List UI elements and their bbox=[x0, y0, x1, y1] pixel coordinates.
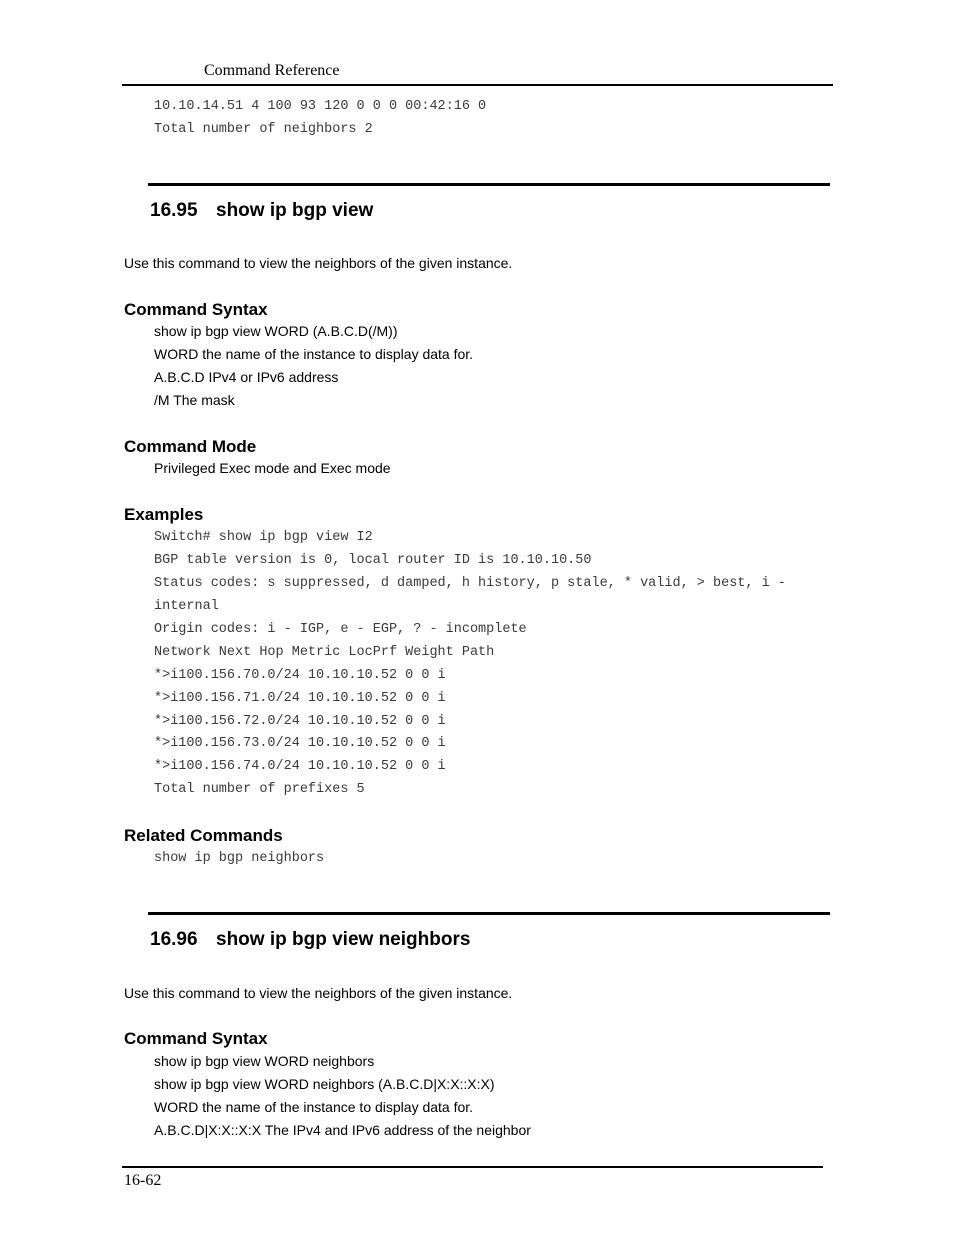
header-rule bbox=[122, 84, 833, 86]
example-line: Switch# show ip bgp view I2 bbox=[154, 530, 373, 545]
related-command: show ip bgp neighbors bbox=[154, 851, 325, 866]
section-rule bbox=[148, 183, 830, 186]
command-mode-text: Privileged Exec mode and Exec mode bbox=[154, 460, 391, 476]
syntax-line: A.B.C.D|X:X::X:X The IPv4 and IPv6 address of the neighbor bbox=[154, 1122, 531, 1138]
section-number: 16.96 bbox=[150, 929, 198, 950]
example-line: *>i100.156.72.0/24 10.10.10.52 0 0 i bbox=[154, 714, 446, 729]
example-line: Origin codes: i - IGP, e - EGP, ? - incomplete bbox=[154, 622, 527, 637]
section-title bbox=[150, 929, 470, 951]
syntax-line: WORD the name of the instance to display data for. bbox=[154, 346, 474, 362]
example-line: *>i100.156.70.0/24 10.10.10.52 0 0 i bbox=[154, 668, 446, 683]
code-line: 10.10.14.51 4 100 93 120 0 0 0 00:42:16 0 bbox=[154, 99, 487, 114]
running-header-title: Command Reference bbox=[204, 62, 340, 79]
example-line: *>i100.156.73.0/24 10.10.10.52 0 0 i bbox=[154, 736, 446, 751]
example-line: *>i100.156.74.0/24 10.10.10.52 0 0 i bbox=[154, 759, 446, 774]
section-description: Use this command to view the neighbors of the given instance. bbox=[124, 985, 513, 1001]
command-syntax-heading: Command Syntax bbox=[124, 300, 268, 319]
section-title-text: show ip bgp view bbox=[216, 200, 374, 221]
example-line: BGP table version is 0, local router ID is 10.10.10.50 bbox=[154, 553, 592, 568]
example-line: Status codes: s suppressed, d damped, h history, p stale, * valid, > best, i - bbox=[154, 576, 786, 591]
command-mode-heading: Command Mode bbox=[124, 437, 257, 456]
syntax-line: WORD the name of the instance to display data for. bbox=[154, 1099, 474, 1115]
footer-rule bbox=[122, 1166, 823, 1168]
syntax-line: /M The mask bbox=[154, 392, 235, 408]
section-rule bbox=[148, 912, 830, 915]
syntax-line: show ip bgp view WORD neighbors bbox=[154, 1053, 375, 1069]
syntax-line: show ip bgp view WORD (A.B.C.D(/M)) bbox=[154, 323, 398, 339]
example-line: *>i100.156.71.0/24 10.10.10.52 0 0 i bbox=[154, 691, 446, 706]
examples-heading: Examples bbox=[124, 505, 204, 524]
syntax-line: A.B.C.D IPv4 or IPv6 address bbox=[154, 369, 339, 385]
example-line: internal bbox=[154, 599, 219, 614]
syntax-line: show ip bgp view WORD neighbors (A.B.C.D|X:X::X:X) bbox=[154, 1076, 495, 1092]
page-number: 16-62 bbox=[124, 1172, 162, 1189]
section-title-text: show ip bgp view neighbors bbox=[216, 929, 471, 950]
related-commands-heading: Related Commands bbox=[124, 826, 283, 845]
section-description: Use this command to view the neighbors of the given instance. bbox=[124, 255, 513, 271]
command-syntax-heading: Command Syntax bbox=[124, 1029, 268, 1048]
section-number: 16.95 bbox=[150, 200, 198, 221]
code-line: Total number of neighbors 2 bbox=[154, 122, 373, 137]
section-title bbox=[150, 200, 373, 222]
example-line: Network Next Hop Metric LocPrf Weight Path bbox=[154, 645, 495, 660]
example-line: Total number of prefixes 5 bbox=[154, 782, 365, 797]
